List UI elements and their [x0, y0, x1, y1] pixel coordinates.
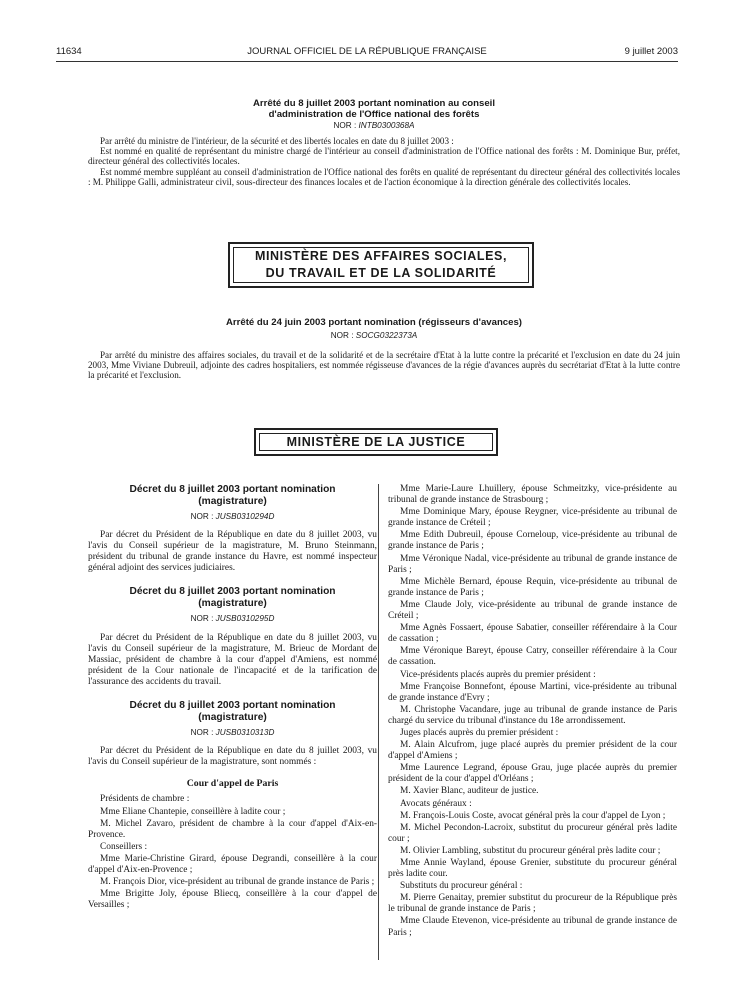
- decree1-title: [88, 484, 377, 507]
- decree3-text: Par décret du Président de la République en date du 8 juillet 2003, vu l'avis du Conseil supérieur de la magistrature, sont nommés :: [88, 746, 377, 768]
- left-column: [88, 484, 377, 912]
- nor-code: JUSB0310313D: [215, 728, 275, 738]
- decree-title-line2: (magistrature): [198, 711, 267, 723]
- list-item: Mme Annie Wayland, épouse Grenier, substitute du procureur général près ladite cour.: [388, 858, 677, 880]
- justice-heading-inner: [259, 433, 493, 451]
- court-heading: Cour d'appel de Paris: [186, 778, 279, 790]
- list-item: Mme Michèle Bernard, épouse Requin, vice-présidente au tribunal de grande instance de Paris ;: [388, 576, 677, 598]
- decree3-title: [88, 700, 377, 723]
- nor-label: NOR :: [330, 331, 354, 340]
- list-item: Mme Véronique Nadal, vice-présidente au tribunal de grande instance de Paris ;: [388, 553, 677, 575]
- section1-title-line2: d'administration de l'Office national des forêts: [268, 109, 480, 120]
- decree2-nor: [88, 613, 377, 624]
- right-column: [388, 484, 677, 940]
- page-number: 11634: [56, 46, 82, 57]
- list-item: M. Xavier Blanc, auditeur de justice.: [400, 786, 539, 797]
- decree2-text: Par décret du Président de la République en date du 8 juillet 2003, vu l'avis du Conseil supérieur de la magistrature, M. Brieuc de Mordant de Massiac, président de chambre à la cour d'appel d'Amiens, est nommé président de la Cour nationale de l'incapacité et de la tarification de l'assurance des accidents du travail.: [88, 632, 377, 687]
- header-rule: [56, 61, 678, 62]
- nor-code: JUSB0310295D: [215, 614, 275, 624]
- nor-code: SOCG0322373A: [355, 331, 418, 340]
- decree1-nor: [88, 511, 377, 522]
- list-item: Mme Véronique Bareyt, épouse Catry, conseiller référendaire à la Cour de cassation.: [388, 646, 677, 668]
- list-item: Mme Agnès Fossaert, épouse Sabatier, conseiller référendaire à la Cour de cassation ;: [388, 623, 677, 645]
- column-divider: [378, 484, 379, 960]
- list-item: Mme Brigitte Joly, épouse Bliecq, conseillère à la cour d'appel de Versailles ;: [88, 889, 377, 911]
- paragraph: Est nommé membre suppléant au conseil d'administration de l'Office national des forêts en qualité de représentant du directeur général des collectivités locales : M. Philippe Galli, administrateur civil, sous-directeur des finances locales et de l'action économique à la direction générale des collectivités locales.: [88, 166, 680, 187]
- page-header: [56, 46, 678, 62]
- ministry-heading-line2: DU TRAVAIL ET DE LA SOLIDARITÉ: [265, 266, 497, 280]
- ministry-heading-box: [228, 242, 534, 288]
- list-item: Mme Marie-Laure Lhuillery, épouse Schmeitzky, vice-présidente au tribunal de grande instance de Strasbourg ;: [388, 484, 677, 506]
- list-item: Mme Edith Dubreuil, épouse Corneloup, vice-présidente au tribunal de grande instance de Paris ;: [388, 530, 677, 552]
- list-item: Substituts du procureur général :: [400, 881, 523, 892]
- decree-title-line1: Décret du 8 juillet 2003 portant nomination: [129, 484, 336, 495]
- list-item: M. Christophe Vacandare, juge au tribunal de grande instance de Paris chargé du service du tribunal d'instance du 18e arrondissement.: [388, 704, 677, 726]
- section1-title-line1: Arrêté du 8 juillet 2003 portant nomination au conseil: [252, 98, 496, 109]
- list-item: M. François Dior, vice-président au tribunal de grande instance de Paris ;: [100, 877, 375, 888]
- section1-nor: [80, 121, 668, 130]
- section2-body: [88, 350, 680, 381]
- list-item: Juges placés auprès du premier président :: [400, 727, 559, 738]
- list-item: Mme Marie-Christine Girard, épouse Degrandi, conseillère à la cour d'appel d'Aix-en-Provence ;: [88, 853, 377, 875]
- list-item: Mme Dominique Mary, épouse Reygner, vice-présidente au tribunal de grande instance de Créteil ;: [388, 507, 677, 529]
- decree1-text: Par décret du Président de la République en date du 8 juillet 2003, vu l'avis du Conseil supérieur de la magistrature, M. Bruno Steinmann, président du tribunal de grande instance du Havre, est nommé inspecteur général adjoint des services judiciaires.: [88, 530, 377, 574]
- ministry-heading-line1: MINISTÈRE DES AFFAIRES SOCIALES,: [254, 249, 508, 263]
- decree-title-line1: Décret du 8 juillet 2003 portant nomination: [129, 586, 336, 598]
- list-item: Vice-présidents placés auprès du premier président :: [400, 669, 596, 680]
- ministry-heading-inner: [233, 247, 529, 283]
- list-item: Conseillers :: [100, 841, 148, 852]
- decree-title-line2: (magistrature): [198, 597, 267, 609]
- paragraph: Par arrêté du ministre de l'intérieur, de la sécurité et des libertés locales en date du 8 juillet 2003 :: [100, 136, 454, 146]
- section2-nor: [80, 331, 668, 340]
- journal-title: JOURNAL OFFICIEL DE LA RÉPUBLIQUE FRANÇAISE: [247, 46, 487, 57]
- decree-title-line2: (magistrature): [198, 495, 267, 507]
- list-item: M. François-Louis Coste, avocat général près la cour d'appel de Lyon ;: [400, 810, 666, 821]
- list-item: Présidents de chambre :: [100, 794, 190, 805]
- section2-title: Arrêté du 24 juin 2003 portant nomination (régisseurs d'avances): [225, 317, 523, 328]
- list-item: M. Pierre Genaitay, premier substitut du procureur de la République près le tribunal de grande instance de Paris ;: [388, 893, 677, 915]
- decree2-title: [88, 586, 377, 609]
- nor-label: NOR :: [190, 614, 214, 624]
- list-item: Avocats généraux :: [400, 798, 472, 809]
- issue-date: 9 juillet 2003: [624, 46, 678, 57]
- list-item: Mme Eliane Chantepie, conseillère à ladite cour ;: [100, 806, 286, 817]
- list-item: M. Michel Zavaro, président de chambre à la cour d'appel d'Aix-en-Provence.: [88, 818, 377, 840]
- decree3-nor: [88, 727, 377, 738]
- list-item: M. Alain Alcufrom, juge placé auprès du premier président de la cour d'appel d'Amiens ;: [388, 740, 677, 762]
- list-item: M. Michel Pecondon-Lacroix, substitut du procureur général près ladite cour ;: [388, 822, 677, 844]
- nor-label: NOR :: [333, 121, 357, 130]
- list-item: Mme Françoise Bonnefont, épouse Martini, vice-présidente au tribunal de grande instance d'Evry ;: [388, 681, 677, 703]
- section1-body: [88, 136, 680, 187]
- list-item: Mme Laurence Legrand, épouse Grau, juge placée auprès du premier président de la cour d'appel d'Orléans ;: [388, 763, 677, 785]
- list-item: Mme Claude Etevenon, vice-présidente au tribunal de grande instance de Paris ;: [388, 916, 677, 938]
- justice-heading-box: [254, 428, 498, 456]
- list-item: M. Olivier Lambling, substitut du procureur général près ladite cour ;: [400, 845, 661, 856]
- list-item: Mme Claude Joly, vice-présidente au tribunal de grande instance de Créteil ;: [388, 599, 677, 622]
- decree-title-line1: Décret du 8 juillet 2003 portant nomination: [129, 700, 336, 712]
- justice-heading-label: MINISTÈRE DE LA JUSTICE: [286, 434, 466, 449]
- paragraph: Par arrêté du ministre des affaires sociales, du travail et de la solidarité et de la secrétaire d'Etat à la lutte contre la précarité et l'exclusion en date du 24 juin 2003, Mme Viviane Dubreuil, adjointe des cadres hospitaliers, est nommée régisseuse d'avances de la régie d'avances auprès du secrétariat d'Etat à la lutte contre la précarité et l'exclusion.: [88, 350, 680, 381]
- nor-code: JUSB0310294D: [215, 512, 275, 521]
- section1-title: [80, 98, 668, 120]
- paragraph: Est nommé en qualité de représentant du ministre chargé de l'intérieur au conseil d'administration de l'Office national des forêts : M. Dominique Bur, préfet, directeur général des collectivités locales.: [88, 146, 680, 167]
- nor-code: INTB0300368A: [358, 121, 415, 130]
- nor-label: NOR :: [190, 728, 214, 738]
- nor-label: NOR :: [190, 512, 214, 521]
